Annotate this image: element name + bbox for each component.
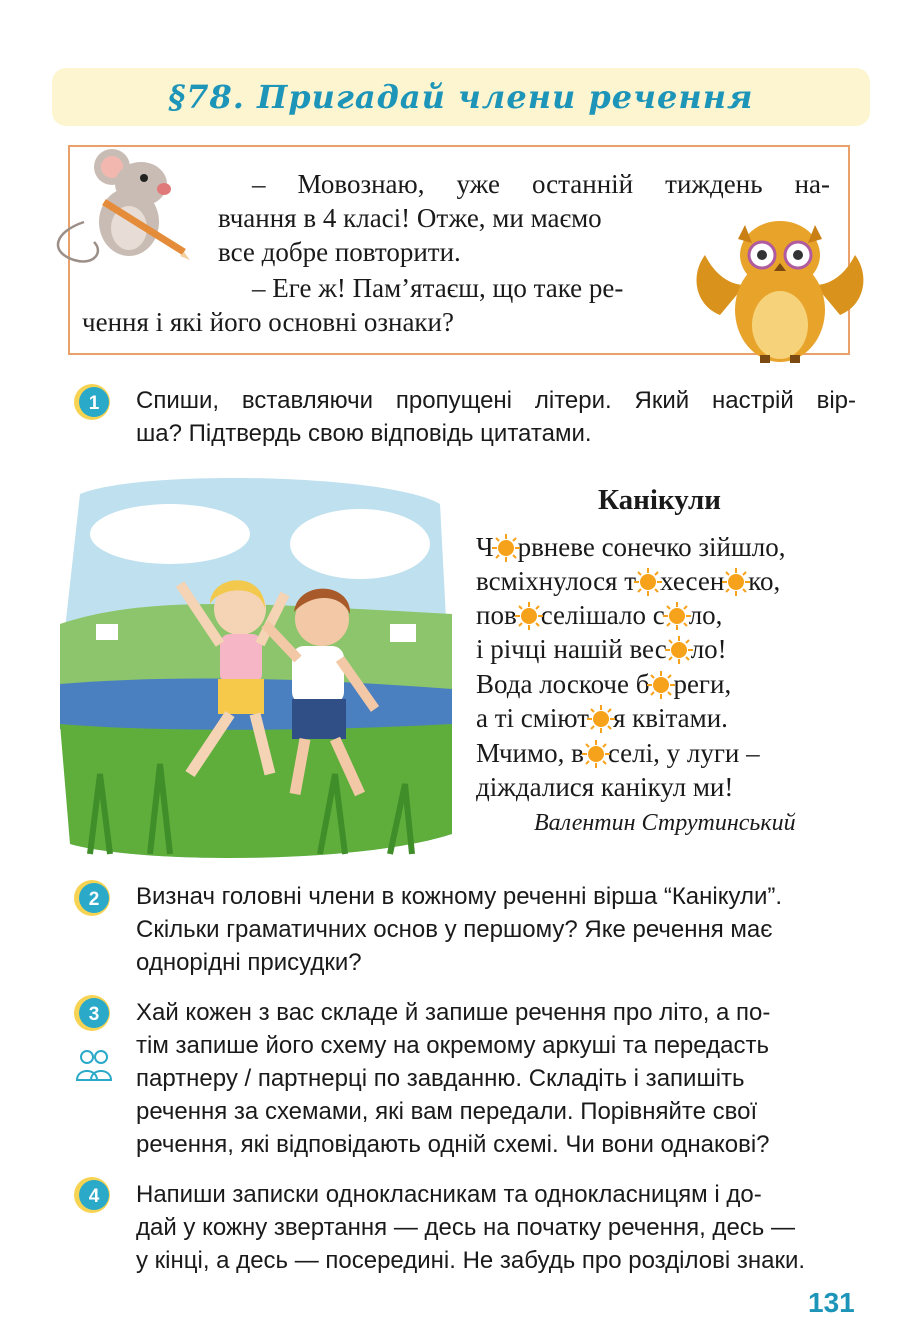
task-number-badge bbox=[72, 878, 112, 918]
task-line: тім запише його схему на окремому аркуші та передасть bbox=[136, 1032, 769, 1059]
owl-illustration bbox=[690, 215, 870, 365]
poem-line: діждалися канікул ми! bbox=[476, 772, 734, 802]
dialog-line: вчання в 4 класі! Отже, ми маємо bbox=[218, 203, 602, 233]
dialog-line: – Мовознаю, уже останній тиждень на- bbox=[252, 169, 830, 199]
children-summer-illustration bbox=[60, 474, 452, 858]
poem-author: Валентин Струтинський bbox=[534, 810, 796, 836]
sun-blank-icon bbox=[667, 638, 691, 662]
pair-work-icon bbox=[74, 1046, 114, 1086]
task-line: Визнач головні члени в кожному реченні вірша “Канікули”. bbox=[136, 883, 783, 910]
sun-blank-icon bbox=[724, 570, 748, 594]
svg-text:3: 3 bbox=[88, 1004, 100, 1025]
poem-line: Ч рвневе сонечко зійшло, bbox=[476, 532, 786, 562]
task-line: Спиши, вставляючи пропущені літери. Який настрій вір- bbox=[136, 387, 856, 414]
sun-blank-icon bbox=[636, 570, 660, 594]
task-line: у кінці, а десь — посередині. Не забудь про розділові знаки. bbox=[136, 1247, 806, 1274]
svg-text:2: 2 bbox=[88, 889, 100, 910]
task-line: Хай кожен з вас складе й запише речення про літо, а по- bbox=[136, 999, 771, 1026]
poem-line: Мчимо, в селі, у луги – bbox=[476, 738, 760, 768]
task-number-badge bbox=[72, 382, 112, 422]
sun-blank-icon bbox=[649, 673, 673, 697]
task-4-text bbox=[136, 1178, 856, 1277]
poem-line: а ті сміют я квітами. bbox=[476, 703, 728, 733]
sun-blank-icon bbox=[517, 604, 541, 628]
svg-text:4: 4 bbox=[88, 1186, 100, 1207]
task-3-text bbox=[136, 996, 856, 1161]
dialog-line: все добре повторити. bbox=[218, 237, 461, 267]
task-line: ша? Підтвердь свою відповідь цитатами. bbox=[136, 420, 592, 447]
dialog-line: – Еге ж! Пам’ятаєш, що таке ре- bbox=[252, 273, 624, 303]
poem-line: пов селішало с ло, bbox=[476, 600, 723, 630]
title-banner bbox=[52, 68, 870, 126]
task-number-badge bbox=[72, 993, 112, 1033]
mouse-illustration bbox=[44, 142, 194, 272]
sun-blank-icon bbox=[584, 742, 608, 766]
task-line: Скільки граматичних основ у першому? Яке речення має bbox=[136, 916, 773, 943]
task-line: однорідні присудки? bbox=[136, 949, 362, 976]
task-2-text bbox=[136, 880, 856, 979]
sun-blank-icon bbox=[589, 707, 613, 731]
poem-line: і річці нашій вес ло! bbox=[476, 634, 727, 664]
task-line: партнеру / партнерці по завданню. Складіть і запишіть bbox=[136, 1065, 745, 1092]
sun-blank-icon bbox=[665, 604, 689, 628]
page-number: 131 bbox=[808, 1287, 855, 1318]
task-line: Напиши записки однокласникам та однокласницям і до- bbox=[136, 1181, 762, 1208]
svg-text:1: 1 bbox=[88, 393, 100, 414]
task-line: дай у кожну звертання — десь на початку речення, десь — bbox=[136, 1214, 795, 1241]
poem-line: Вода лоскоче б реги, bbox=[476, 669, 732, 699]
sun-blank-icon bbox=[494, 536, 518, 560]
task-1-text bbox=[136, 384, 856, 450]
task-line: речення за схемами, які вам передали. Порівняйте свої bbox=[136, 1098, 758, 1125]
poem-line: всміхнулося т хесен ко, bbox=[476, 566, 781, 596]
poem-title: Канікули bbox=[598, 484, 721, 516]
page-title: §78. Пригадай члени речення bbox=[168, 78, 754, 116]
dialog-line: чення і які його основні ознаки? bbox=[82, 307, 454, 337]
task-line: речення, які відповідають одній схемі. Чи вони однакові? bbox=[136, 1131, 770, 1158]
task-number-badge bbox=[72, 1175, 112, 1215]
